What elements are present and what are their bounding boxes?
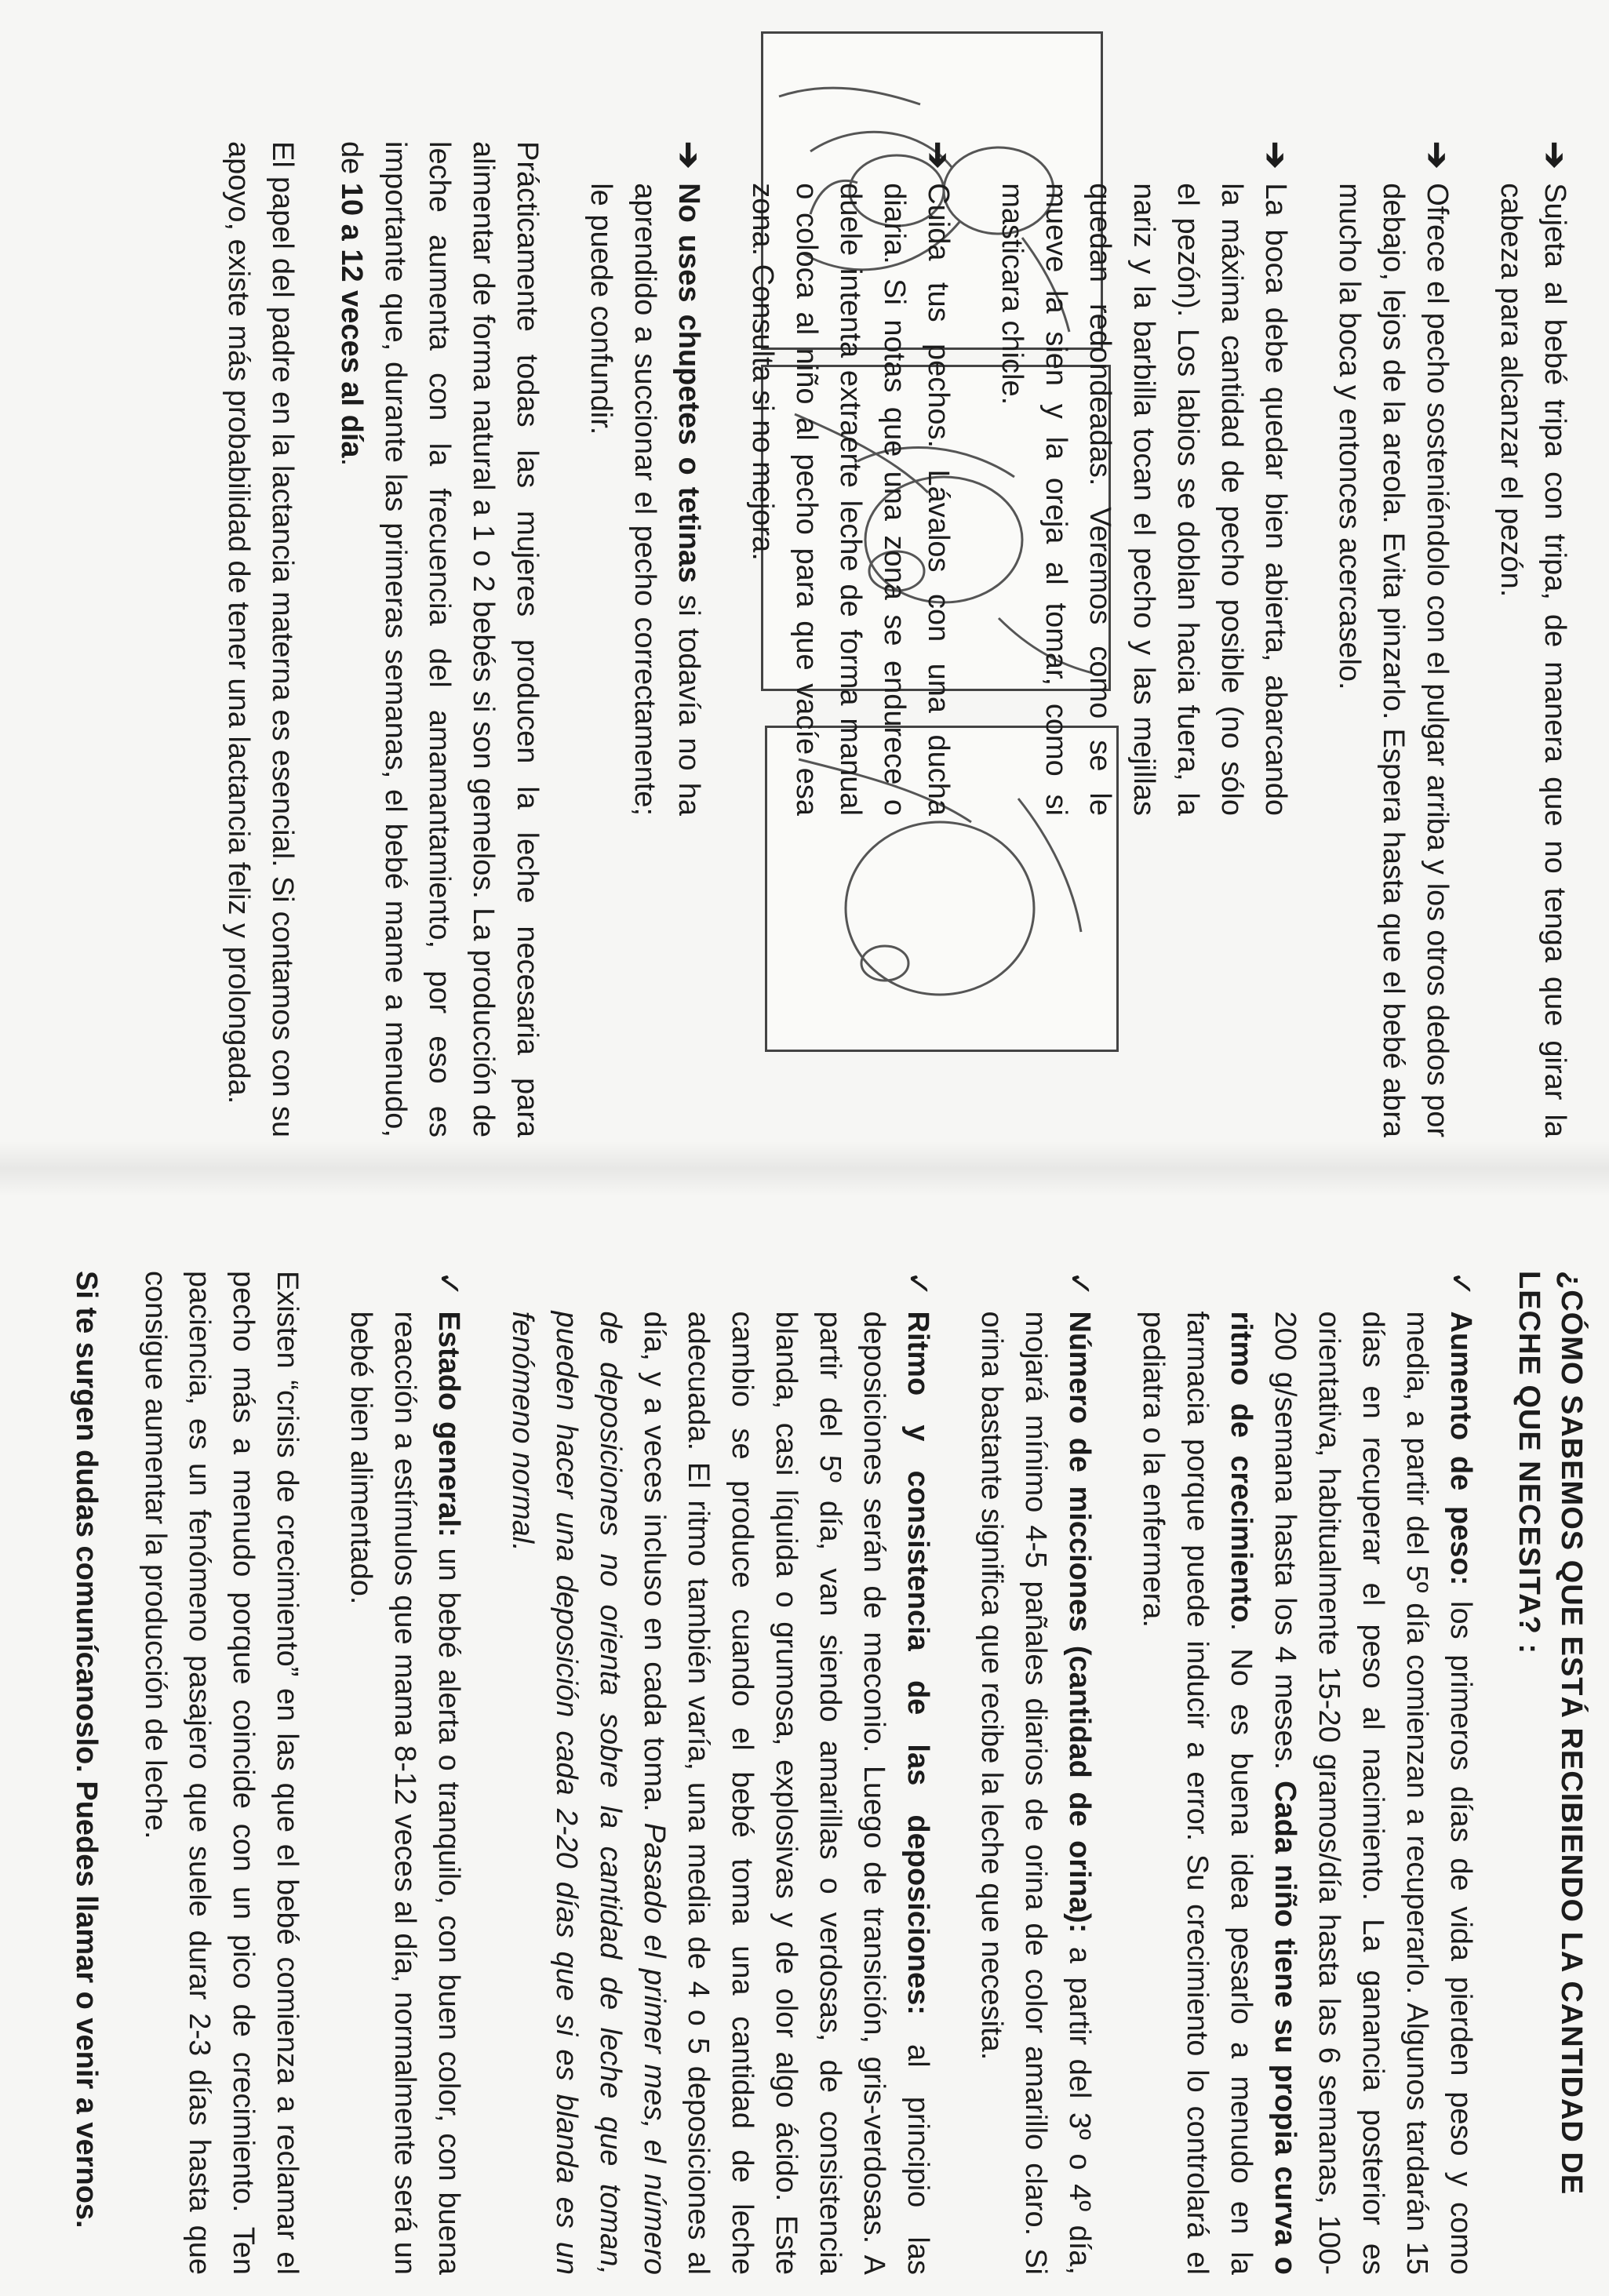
pacifier-lead: No uses chupetes o tetinas	[672, 183, 705, 584]
closing-line: Si te surgen dudas comunícanoslo. Puedes llamar o venir a vernos.	[70, 1271, 103, 2229]
check-icon: ✓	[901, 1271, 935, 1297]
page-fold	[0, 1141, 1609, 1196]
top-section	[16, 141, 1577, 1137]
check-icon: ✓	[1062, 1271, 1097, 1297]
bullet-mouth	[990, 141, 1298, 816]
arrow-right-icon: ➔	[1258, 141, 1294, 169]
check-text	[339, 1312, 471, 2275]
pacifier-rest: si todavía no ha aprendido a succionar el pecho correctamente; le puede confundir.	[584, 183, 705, 817]
paragraph-end: .	[335, 457, 368, 467]
check-text1: los primeros días de vida pierden peso y como media, a partir del 5º día comienzan a recuperarlo. Algunos tardarán 15 días en recuperar el peso al nacimiento. La ganancia posterior es orientativa, habitualmente 15-20 gramos/día hasta las 6 semanas, 100-200 g/semana hasta los 4 meses.	[1269, 1311, 1477, 2275]
check-text1: un bebé alerta o tranquilo, con buen color, con buena reacción a estímulos que mama 8-12 veces al día, normalmente será un bebé bien alimentado.	[344, 1311, 465, 2275]
bullet-care-breasts	[741, 141, 960, 816]
paragraph-production	[329, 141, 549, 1137]
bullet-offer-breast	[1327, 141, 1459, 1137]
bullet-pacifier	[579, 141, 711, 816]
check-text	[1131, 1312, 1483, 2275]
paragraph-growth: Existen “crisis de crecimiento” en las que el bebé comienza a reclamar el pecho más a menudo porque coincide con un pico de crecimiento. Ten paciencia, es un fenómeno pasajero que suele durar 2-3 días hasta que consigue aumentar la producción de leche.	[139, 1271, 304, 2275]
check-stool	[501, 1271, 940, 2275]
check-weight	[1131, 1271, 1483, 2275]
check-text	[970, 1312, 1101, 2275]
check-lead: Aumento de peso:	[1444, 1311, 1477, 1586]
paragraph-father: El papel del padre en la lactancia materna es esencial. Si contamos con su apoyo, existe más probabilidad de tener una lactancia feliz y prolongada.	[222, 141, 299, 1137]
check-lead: Número de micciones (cantidad de orina):	[1063, 1311, 1096, 1934]
arrow-right-icon: ➔	[1419, 141, 1456, 169]
check-urine	[970, 1271, 1101, 2275]
bullet-text: Sujeta al bebé tripa con tripa, de manera que no tenga que girar la cabeza para alcanzar el pezón.	[1494, 183, 1571, 1137]
check-text	[501, 1312, 940, 2275]
check-text1: a partir del 3º o 4º día, mojará mínimo 4-5 pañales diarios de orina de color amarillo claro. Si orina bastante significa que recibe la leche que necesita.	[975, 1311, 1096, 2275]
check-general	[339, 1271, 471, 2275]
bottom-section	[16, 1271, 1593, 2275]
check-bold: Cada niño tiene su propia curva o ritmo de crecimiento	[1225, 1311, 1301, 2275]
check-icon: ✓	[431, 1271, 466, 1297]
bullet-position	[1489, 141, 1577, 1137]
paragraph-text: Prácticamente todas las mujeres producen la leche necesaria para alimentar de forma natural a 1 o 2 bebés si son gemelos. La producción de leche aumenta con la frecuencia del amamantamiento, por eso es importante que, durante las primeras semanas, el bebé mame a menudo, de	[335, 141, 544, 1137]
check-lead: Ritmo y consistencia de las deposiciones:	[901, 1311, 934, 2015]
bullet-text: Cuida tus pechos. Lávalos con una ducha diaria. Si notas que una zona se endurece o duele intenta extraerte leche de forma manual o coloca al niño al pecho para que vacíe esa zona. Consulta si no mejora.	[746, 183, 955, 816]
check-lead: Estado general:	[432, 1311, 465, 1537]
bullet-text	[579, 183, 711, 816]
check-text2: . No es buena idea pesarlo a menudo en la farmacia porque puede inducir a error. Su crecimiento lo controlará el pediatra o la enfermera.	[1137, 1311, 1258, 2276]
arrow-right-icon: ➔	[920, 141, 957, 169]
section-title: ¿CÓMO SABEMOS QUE ESTÁ RECIBIENDO LA CANTIDAD DE LECHE QUE NECESITA? :	[1513, 1271, 1588, 2196]
check-icon: ✓	[1443, 1271, 1478, 1297]
arrow-right-icon: ➔	[1537, 141, 1574, 169]
paragraph-bold: 10 a 12 veces al día	[335, 182, 368, 458]
arrow-right-icon: ➔	[671, 141, 708, 169]
check-italic: Pasado el primer mes, el número de deposiciones no orienta sobre la cantidad de leche que toman, pueden hacer una deposición cada 2-20 días que si es blanda es un fenómeno normal.	[506, 1311, 671, 2275]
bullet-text: La boca debe quedar bien abierta, abarcando la máxima cantidad de pecho posible (no sólo el pezón). Los labios se doblan hacia fuera, la nariz y la barbilla tocan el pecho y las mejillas quedan redondeadas. Veremos como se le mueve la sien y la oreja al tomar, como si masticara chicle.	[996, 183, 1292, 816]
check-text1: al principio las deposiciones serán de meconio. Luego de transición, gris-verdosas. A partir del 5º día, van siendo amarillas o verdosas, de consistencia blanda, casi líquida o grumosa, explosivas y de olor algo ácido. Este cambio se produce cuando el bebé toma una cantidad de leche adecuada. El ritmo también varía, una media de 4 o 5 deposiciones al día, y a veces incluso en cada toma.	[638, 1311, 934, 2276]
bullet-text: Ofrece el pecho sosteniéndolo con el pulgar arriba y los otros dedos por debajo, lejos de la areola. Evita pinzarlo. Espera hasta que el bebé abra mucho la boca y entonces acercaselo.	[1333, 183, 1454, 1137]
